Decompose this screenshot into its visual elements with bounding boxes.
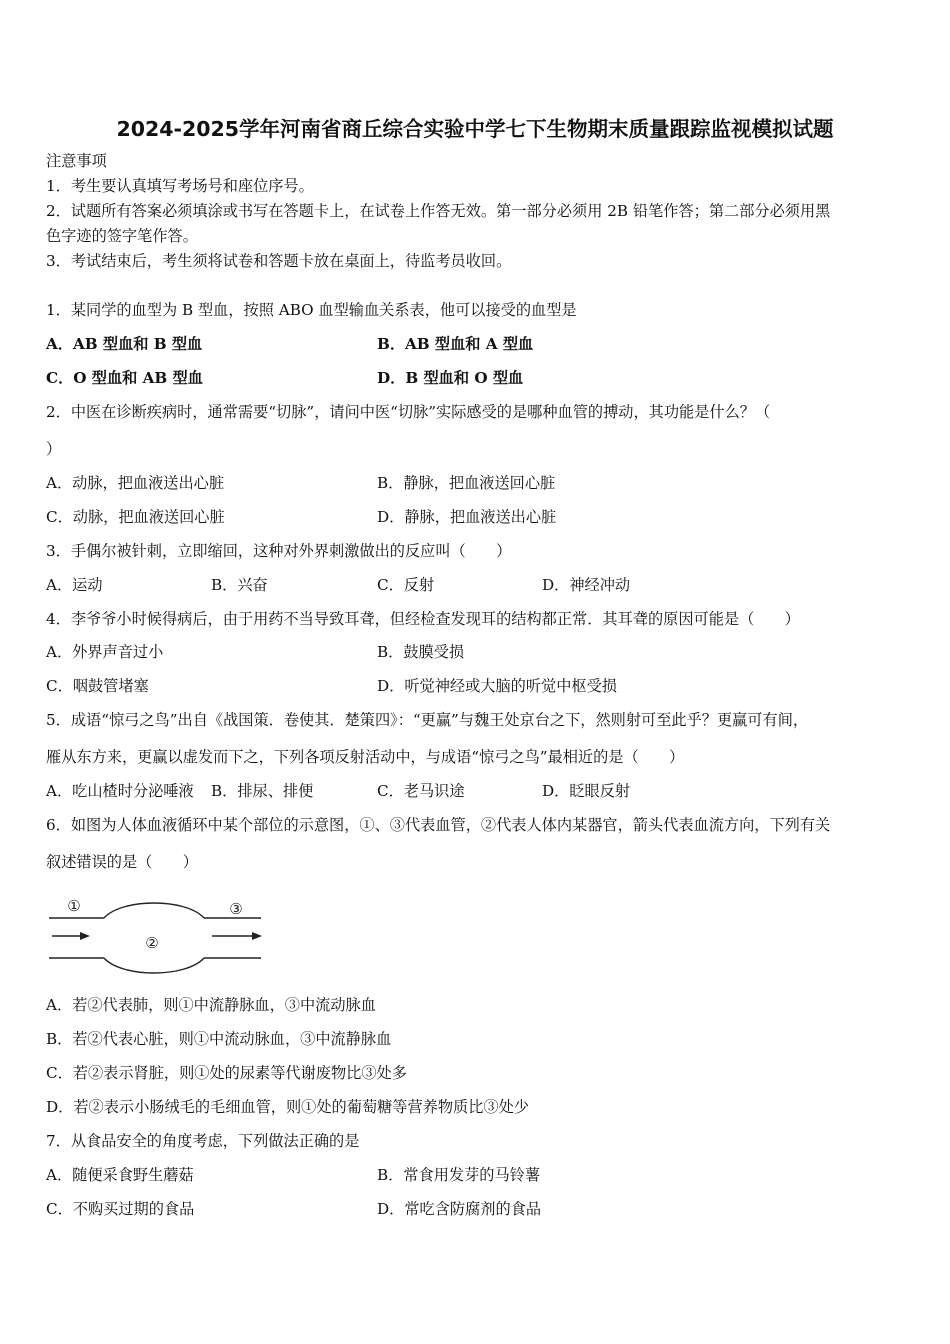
- question-2-stem-cont: ）: [46, 440, 62, 458]
- question-3-option-c[interactable]: C．反射: [377, 576, 435, 594]
- arrow-head-icon: [80, 932, 90, 940]
- notice-item: 3．考试结束后，考生须将试卷和答题卡放在桌面上，待监考员收回。: [46, 252, 512, 270]
- figure-label-2: ②: [145, 934, 159, 952]
- question-6-option-b[interactable]: B．若②代表心脏，则①中流动脉血，③中流静脉血: [46, 1030, 392, 1048]
- question-1-stem: 1．某同学的血型为 B 型血，按照 ABO 血型输血关系表，他可以接受的血型是: [46, 301, 577, 319]
- question-7-stem: 7．从食品安全的角度考虑，下列做法正确的是: [46, 1132, 360, 1150]
- notice-item: 2．试题所有答案必须填涂或书写在答题卡上，在试卷上作答无效。第一部分必须用 2B 铅笔作答；第二部分必须用黑: [46, 202, 831, 220]
- question-6-option-a[interactable]: A．若②代表肺，则①中流静脉血，③中流动脉血: [46, 996, 376, 1014]
- question-5-option-c[interactable]: C．老马识途: [377, 782, 465, 800]
- question-2-option-d[interactable]: D．静脉，把血液送出心脏: [377, 508, 557, 526]
- question-5-option-d[interactable]: D．眨眼反射: [542, 782, 631, 800]
- arrow-head-icon: [252, 932, 262, 940]
- question-1-option-c[interactable]: C．O 型血和 AB 型血: [46, 369, 203, 387]
- question-2-option-c[interactable]: C．动脉，把血液送回心脏: [46, 508, 225, 526]
- question-4-option-d[interactable]: D．听觉神经或大脑的听觉中枢受损: [377, 677, 617, 695]
- question-5-stem-cont: 雁从东方来，更赢以虚发而下之，下列各项反射活动中，与成语“惊弓之鸟”最相近的是（ ）: [46, 748, 685, 766]
- question-7-option-c[interactable]: C．不购买过期的食品: [46, 1200, 195, 1218]
- notice-item: 色字迹的签字笔作答。: [46, 227, 198, 245]
- question-3-stem: 3．手偶尔被针刺，立即缩回，这种对外界刺激做出的反应叫（ ）: [46, 542, 512, 560]
- question-4-option-c[interactable]: C．咽鼓管堵塞: [46, 677, 149, 695]
- organ-upper-wall: [104, 903, 204, 918]
- question-4-stem: 4．李爷爷小时候得病后，由于用药不当导致耳聋，但经检查发现耳的结构都正常．其耳聋的原因可能是（ ）: [46, 610, 800, 628]
- figure-label-3: ③: [229, 900, 243, 918]
- question-3-option-d[interactable]: D．神经冲动: [542, 576, 631, 594]
- question-7-option-d[interactable]: D．常吃含防腐剂的食品: [377, 1200, 542, 1218]
- question-7-option-b[interactable]: B．常食用发芽的马铃薯: [377, 1166, 541, 1184]
- question-5-option-b[interactable]: B．排尿、排便: [211, 782, 314, 800]
- question-5-option-a[interactable]: A．吃山楂时分泌唾液: [46, 782, 194, 800]
- blood-circulation-diagram: [44, 890, 268, 978]
- question-1-option-a[interactable]: A．AB 型血和 B 型血: [46, 335, 203, 353]
- question-1-option-b[interactable]: B．AB 型血和 A 型血: [377, 335, 534, 353]
- figure-label-1: ①: [67, 897, 81, 915]
- question-7-option-a[interactable]: A．随便采食野生蘑菇: [46, 1166, 194, 1184]
- question-6-stem-cont: 叙述错误的是（ ）: [46, 853, 198, 871]
- question-6-option-c[interactable]: C．若②表示肾脏，则①处的尿素等代谢废物比③处多: [46, 1064, 407, 1082]
- notice-item: 1．考生要认真填写考场号和座位序号。: [46, 177, 314, 195]
- question-2-stem: 2．中医在诊断疾病时，通常需要“切脉”，请问中医“切脉”实际感受的是哪种血管的搏动，其功能是什么？（: [46, 403, 771, 421]
- question-4-option-b[interactable]: B．鼓膜受损: [377, 643, 465, 661]
- question-2-option-a[interactable]: A．动脉，把血液送出心脏: [46, 474, 225, 492]
- question-6-option-d[interactable]: D．若②表示小肠绒毛的毛细血管，则①处的葡萄糖等营养物质比③处少: [46, 1098, 529, 1116]
- question-4-option-a[interactable]: A．外界声音过小: [46, 643, 164, 661]
- question-6-stem: 6．如图为人体血液循环中某个部位的示意图，①、③代表血管，②代表人体内某器官，箭头代表血流方向，下列有关: [46, 816, 831, 834]
- question-3-option-b[interactable]: B．兴奋: [211, 576, 268, 594]
- question-1-option-d[interactable]: D．B 型血和 O 型血: [377, 369, 524, 387]
- notice-heading: 注意事项: [46, 152, 107, 170]
- page-title: 2024-2025学年河南省商丘综合实验中学七下生物期末质量跟踪监视模拟试题: [116, 117, 834, 141]
- question-3-option-a[interactable]: A．运动: [46, 576, 103, 594]
- question-5-stem: 5．成语“惊弓之鸟”出自《战国策．卷使其．楚策四》：“更赢”与魏王处京台之下，然则射可至此乎？更赢可有间，: [46, 711, 809, 729]
- organ-lower-wall: [104, 958, 204, 973]
- question-2-option-b[interactable]: B．静脉，把血液送回心脏: [377, 474, 556, 492]
